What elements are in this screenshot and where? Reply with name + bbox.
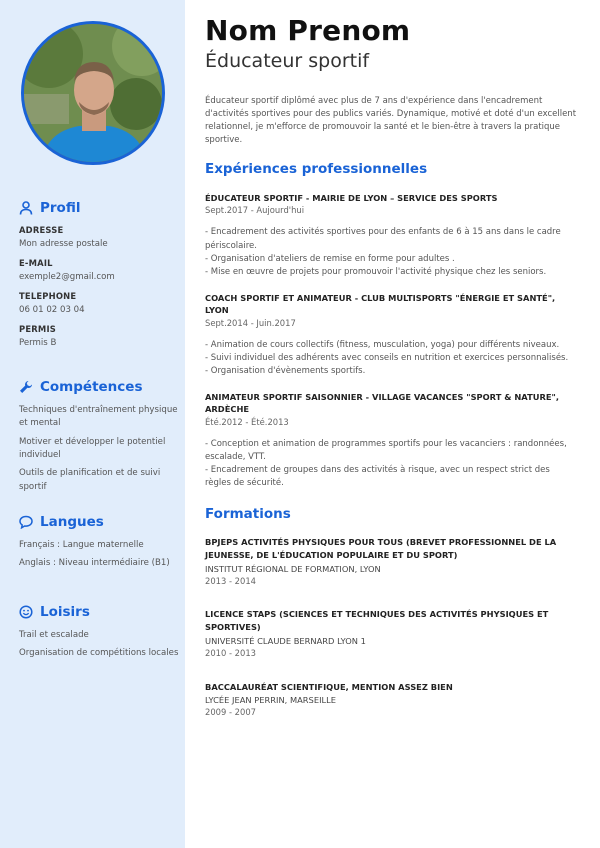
experience-title: ANIMATEUR SPORTIF SAISONNIER - VILLAGE VACANCES "SPORT & NATURE", ARDÈCHE bbox=[205, 392, 560, 415]
experience-bullet: - Conception et animation de programmes sportifs pour les vacanciers : randonnées, escalade, VTT. bbox=[205, 438, 567, 463]
loisir-item: Organisation de compétitions locales bbox=[19, 648, 179, 659]
address-label: ADRESSE bbox=[19, 225, 64, 235]
loisir-item: Trail et escalade bbox=[19, 630, 89, 640]
wrench-icon bbox=[19, 380, 33, 394]
formation-title: BPJEPS ACTIVITÉS PHYSIQUES POUR TOUS (BREVET PROFESSIONNEL DE LA JEUNESSE, DE L'ÉDUCATION POPULAIRE ET DU SPORT) bbox=[205, 537, 557, 561]
experience-bullet: - Encadrement des activités sportives pour des enfants de 6 à 15 ans dans le cadre périscolaire. bbox=[205, 227, 561, 251]
email-label: E-MAIL bbox=[19, 258, 53, 269]
formations-heading: Formations bbox=[205, 506, 291, 522]
profil-heading-text: Profil bbox=[40, 200, 81, 216]
experience-item bbox=[205, 391, 577, 491]
langue-item: Français : Langue maternelle bbox=[19, 540, 144, 550]
experience-bullet: - Organisation d'ateliers de remise en forme pour adultes . bbox=[205, 253, 455, 264]
smiley-icon bbox=[19, 605, 33, 619]
experience-bullets bbox=[205, 339, 577, 379]
loisirs-heading bbox=[19, 604, 179, 620]
experience-bullets bbox=[205, 226, 577, 279]
user-icon bbox=[19, 201, 33, 215]
experience-bullet: - Organisation d'évènements sportifs. bbox=[205, 366, 366, 377]
formation-dates: 2009 - 2007 bbox=[205, 707, 256, 718]
langue-item: Anglais : Niveau intermédiaire (B1) bbox=[19, 558, 170, 569]
competence-item: Motiver et développer le potentiel individuel bbox=[19, 436, 166, 460]
experience-bullets bbox=[205, 438, 577, 491]
sidebar bbox=[0, 0, 185, 848]
formation-school: UNIVERSITÉ CLAUDE BERNARD LYON 1 bbox=[205, 635, 366, 646]
profil-section bbox=[19, 200, 179, 349]
experience-dates: Sept.2017 - Aujourd'hui bbox=[205, 205, 305, 216]
experience-bullet: - Encadrement de groupes dans des activités à risque, avec un respect strict des règles de sécurité. bbox=[205, 465, 550, 489]
speech-bubble-icon bbox=[19, 515, 33, 529]
experience-item bbox=[205, 192, 577, 279]
experience-bullet: - Mise en œuvre de projets pour promouvoir l'activité physique chez les seniors. bbox=[205, 266, 547, 277]
competences-heading-text: Compétences bbox=[40, 379, 143, 395]
formation-item bbox=[205, 608, 577, 658]
formation-dates: 2010 - 2013 bbox=[205, 647, 256, 658]
license-label: PERMIS bbox=[19, 324, 56, 335]
experience-bullet: - Suivi individuel des adhérents avec conseils en nutrition et exercices personnalisés. bbox=[205, 353, 569, 364]
formation-school: LYCÉE JEAN PERRIN, MARSEILLE bbox=[205, 695, 337, 706]
experience-title: COACH SPORTIF ET ANIMATEUR - CLUB MULTISPORTS "ÉNERGIE ET SANTÉ", LYON bbox=[205, 293, 556, 316]
profile-photo bbox=[21, 21, 165, 165]
competence-item: Techniques d'entraînement physique et mental bbox=[19, 405, 178, 429]
langues-section bbox=[19, 514, 179, 576]
langues-heading-text: Langues bbox=[40, 514, 104, 530]
loisirs-section bbox=[19, 604, 179, 666]
experiences-heading: Expériences professionnelles bbox=[205, 161, 428, 177]
job-title: Éducateur sportif bbox=[205, 50, 370, 72]
experience-item bbox=[205, 292, 577, 378]
formation-item bbox=[205, 536, 577, 586]
profile-photo-image bbox=[24, 24, 162, 162]
langues-heading bbox=[19, 514, 179, 530]
full-name: Nom Prenom bbox=[205, 14, 411, 47]
address-value: Mon adresse postale bbox=[19, 239, 108, 249]
formation-title: LICENCE STAPS (SCIENCES ET TECHNIQUES DES ACTIVITÉS PHYSIQUES ET SPORTIVES) bbox=[205, 609, 549, 633]
summary: Éducateur sportif diplômé avec plus de 7 ans d'expérience dans l'encadrement d'activités sportives pour des publics variés. Dynamique, motivé et doté d'un excellent relationnel, je m'efforce de promouvoir la santé et le bien-être à travers la pratique sportive. bbox=[205, 96, 577, 145]
competence-item: Outils de planification et de suivi sportif bbox=[19, 468, 161, 492]
experience-dates: Sept.2014 - Juin.2017 bbox=[205, 317, 296, 328]
formation-school: INSTITUT RÉGIONAL DE FORMATION, LYON bbox=[205, 563, 381, 574]
formation-item bbox=[205, 681, 577, 717]
formation-dates: 2013 - 2014 bbox=[205, 575, 256, 586]
license-value: Permis B bbox=[19, 338, 57, 349]
email-value: exemple2@gmail.com bbox=[19, 272, 115, 283]
phone-value: 06 01 02 03 04 bbox=[19, 305, 85, 316]
experience-bullet: - Animation de cours collectifs (fitness, musculation, yoga) pour différents niveaux. bbox=[205, 339, 560, 350]
profil-heading bbox=[19, 200, 179, 216]
competences-heading bbox=[19, 379, 179, 395]
formation-title: BACCALAURÉAT SCIENTIFIQUE, MENTION ASSEZ BIEN bbox=[205, 682, 453, 692]
experience-title: ÉDUCATEUR SPORTIF - MAIRIE DE LYON – SERVICE DES SPORTS bbox=[205, 193, 498, 203]
phone-label: TELEPHONE bbox=[19, 291, 77, 302]
competences-section bbox=[19, 379, 179, 499]
experience-dates: Été.2012 - Été.2013 bbox=[205, 416, 289, 427]
loisirs-heading-text: Loisirs bbox=[40, 604, 90, 620]
